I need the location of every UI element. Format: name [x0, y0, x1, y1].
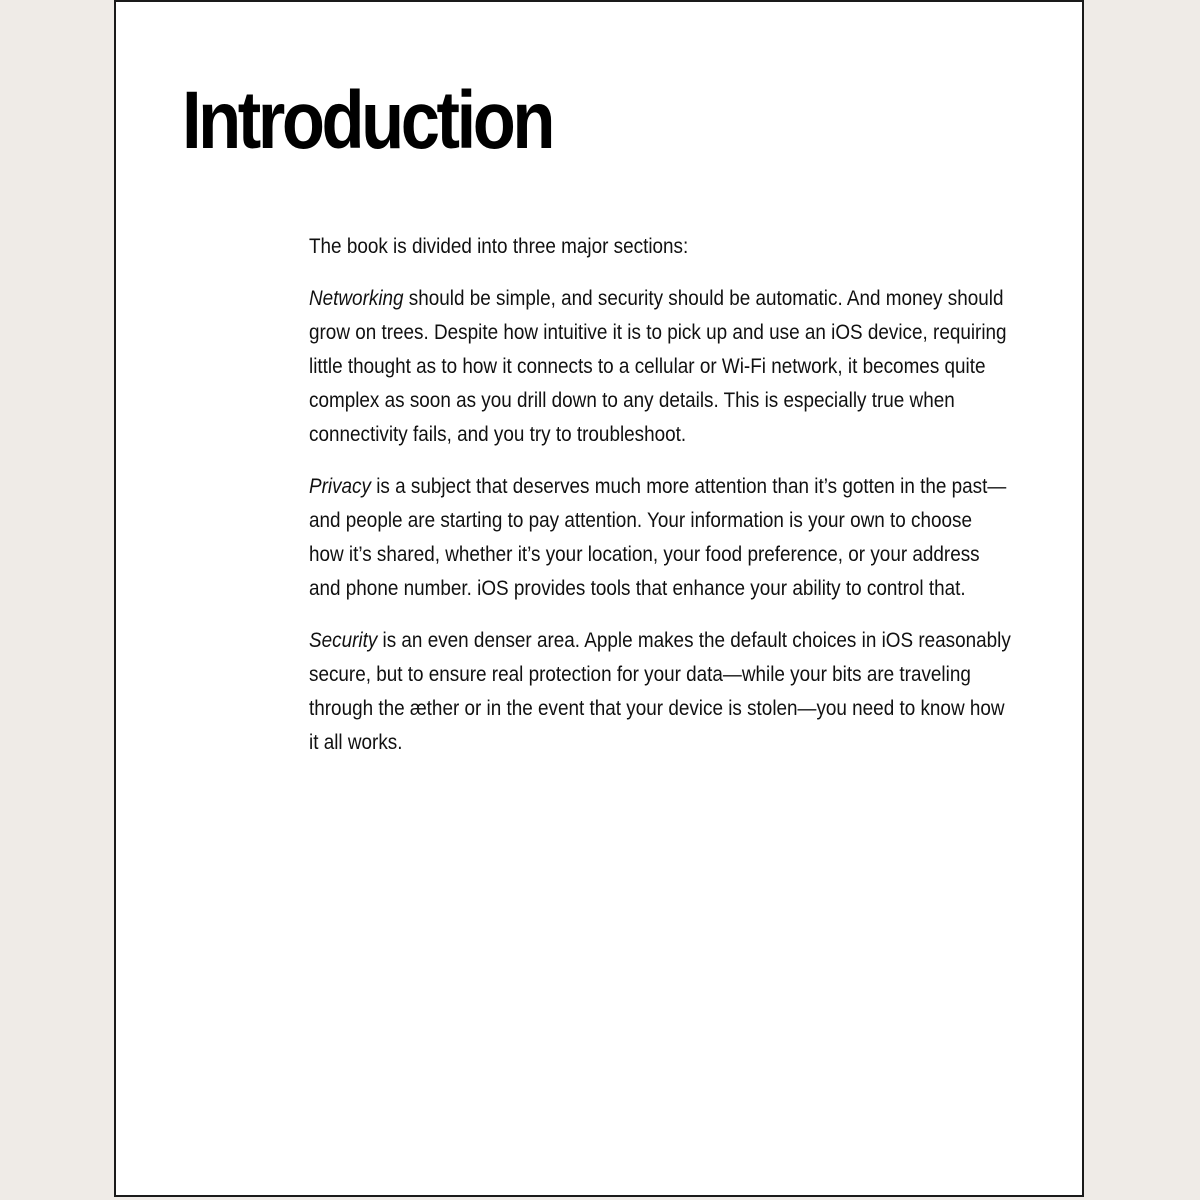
networking-text: should be simple, and security should be automatic. And money should grow on trees. Despite how intuitive it is to pick up and use an iOS device, requiring little thought as to how it connects to a cellular or Wi-Fi network, it becomes quite complex as soon as you drill down to any details. This is especially true when connectivity fails, and you try to troubleshoot.: [309, 287, 1007, 446]
book-page: [114, 0, 1084, 1197]
body-text: [309, 230, 1009, 778]
privacy-term: Privacy: [309, 475, 371, 498]
intro-paragraph: The book is divided into three major sections:: [309, 235, 689, 258]
page-title: Introduction: [182, 75, 553, 166]
security-paragraph: [309, 624, 1011, 760]
security-text: is an even denser area. Apple makes the default choices in iOS reasonably secure, but to ensure real protection for your data—while your bits are traveling through the æther or in the event that your device is stolen—you need to know how it all works.: [309, 629, 1011, 754]
networking-term: Networking: [309, 287, 404, 310]
privacy-text: is a subject that deserves much more attention than it’s gotten in the past—and people are starting to pay attention. Your information is your own to choose how it’s shared, whether it’s your location, your food preference, or your address and phone number. iOS provides tools that enhance your ability to control that.: [309, 475, 1007, 600]
networking-paragraph: [309, 282, 1011, 452]
security-term: Security: [309, 629, 378, 652]
privacy-paragraph: [309, 470, 1011, 606]
